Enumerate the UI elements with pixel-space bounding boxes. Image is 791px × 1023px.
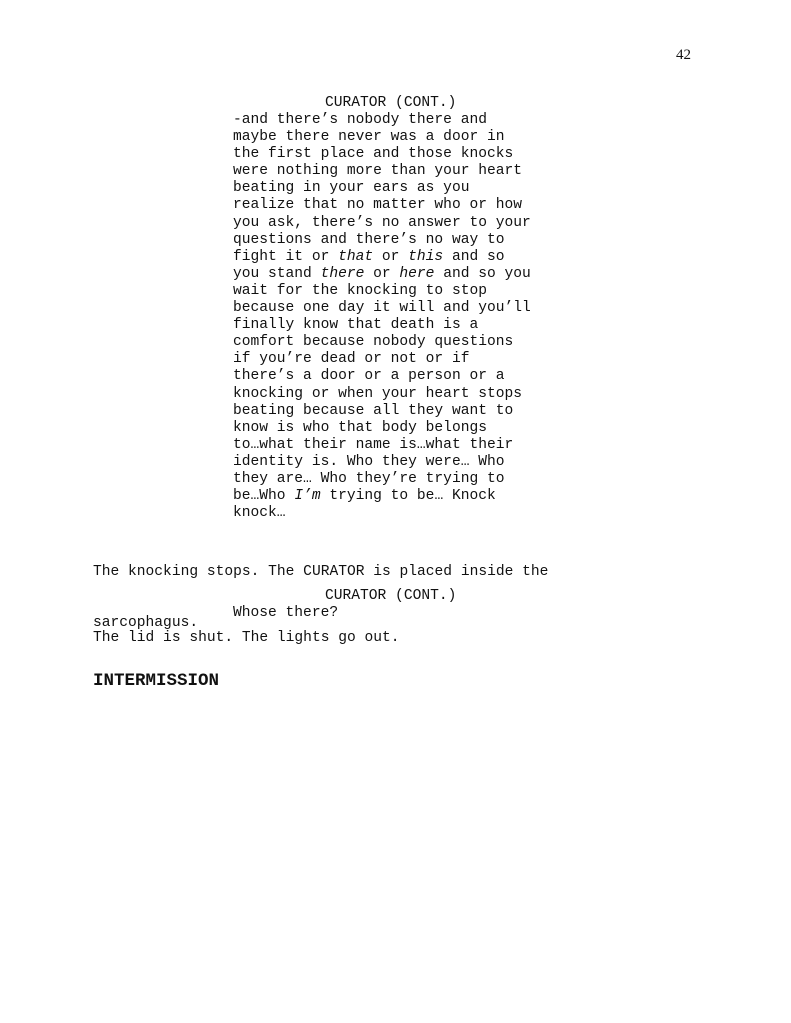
dialogue-line: know is who that body belongs (233, 419, 487, 436)
dialogue-line: were nothing more than your heart (233, 163, 523, 180)
dialogue-line: because one day it will and you’ll (233, 300, 531, 317)
dialogue-line: if you’re dead or not or if (233, 351, 470, 368)
dialogue-block (233, 112, 531, 522)
dialogue-line: beating because all they want to (233, 402, 514, 419)
action-line: The knocking stops. The CURATOR is placed inside the (93, 564, 549, 581)
dialogue-line: you stand there or here and so you (233, 265, 531, 282)
dialogue-line: realize that no matter who or how (233, 197, 523, 214)
dialogue-line: questions and there’s no way to (233, 231, 505, 248)
dialogue-line: knocking or when your heart stops (233, 385, 523, 402)
page-number: 42 (676, 47, 691, 63)
dialogue-line: be…Who I’m trying to be… Knock (233, 488, 496, 505)
character-cue: CURATOR (CONT.) (325, 588, 457, 604)
dialogue-line: Whose there? (233, 605, 339, 621)
dialogue-line: -and there’s nobody there and (233, 112, 487, 128)
dialogue-line: finally know that death is a (233, 317, 479, 334)
dialogue-line: comfort because nobody questions (233, 334, 514, 351)
dialogue-line: beating in your ears as you (233, 180, 470, 197)
action-line: sarcophagus. (93, 615, 199, 632)
dialogue-line: the first place and those knocks (233, 146, 514, 163)
dialogue-line: to…what their name is…what their (233, 436, 514, 453)
character-cue: CURATOR (CONT.) (325, 95, 457, 111)
dialogue-line: you ask, there’s no answer to your (233, 214, 531, 231)
dialogue-line: identity is. Who they were… Who (233, 453, 505, 470)
dialogue-line: there’s a door or a person or a (233, 368, 505, 385)
dialogue-line: fight it or that or this and so (233, 248, 505, 265)
dialogue-line: they are… Who they’re trying to (233, 470, 505, 487)
dialogue-line: knock… (233, 505, 286, 522)
section-heading: INTERMISSION (93, 671, 220, 691)
dialogue-line: wait for the knocking to stop (233, 282, 487, 299)
dialogue-line: maybe there never was a door in (233, 129, 505, 146)
action-line: The lid is shut. The lights go out. (93, 630, 400, 646)
